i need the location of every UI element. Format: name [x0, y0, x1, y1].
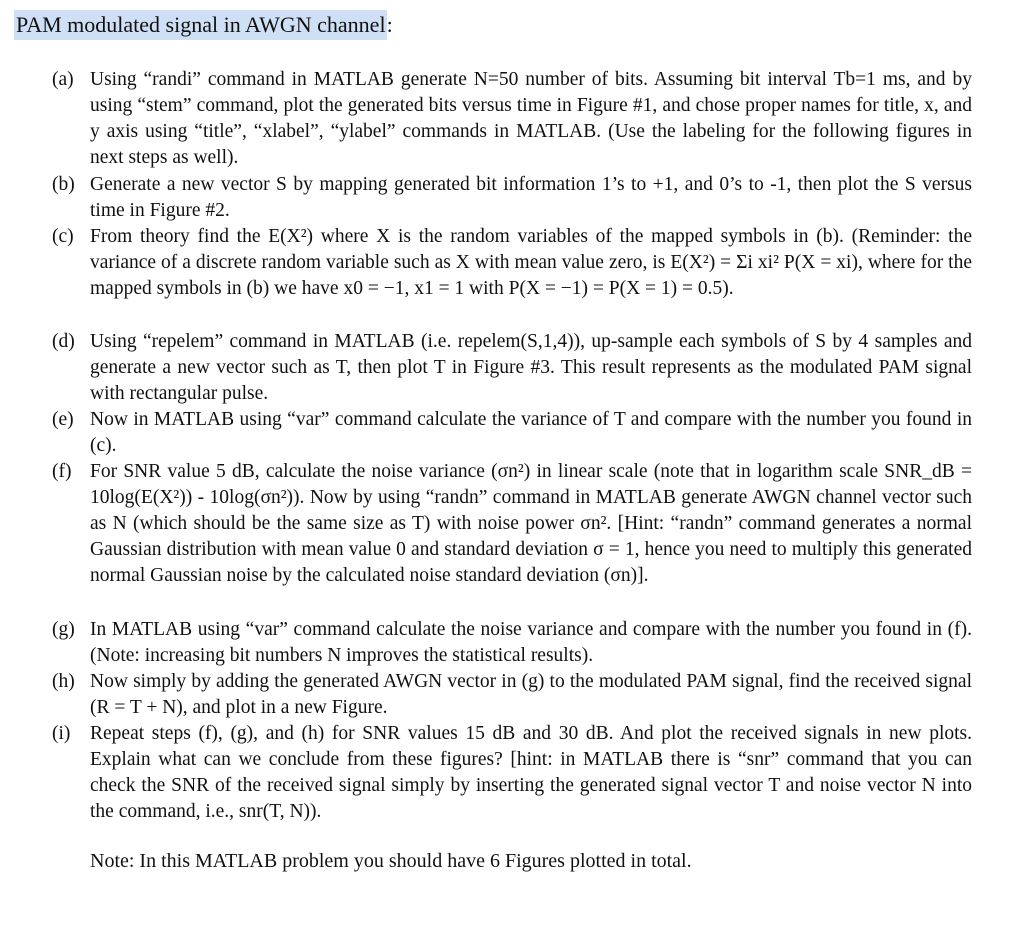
item-label: (d) — [52, 331, 75, 352]
item-text: From theory find the E(X²) where X is the random variables of the mapped symbols in (b). (Reminder: the variance of a discrete random variable such as X with mean value zero, is E(X²) = Σi xi² P(X = xi), where for the mapped symbols in (b) we have x0 = −1, x1 = 1 with P(X = −1) = P(X = 1) = 0.5). — [90, 226, 972, 299]
item-text: Repeat steps (f), (g), and (h) for SNR values 15 dB and 30 dB. And plot the received signals in new plots. Explain what can we conclude from these figures? [hint: in MATLAB there is “snr” command that you can check the SNR of the received signal simply by inserting the generated signal vector T and noise vector N into the command, i.e., snr(T, N)). — [90, 723, 972, 822]
item-label: (f) — [52, 461, 72, 482]
item-label: (c) — [52, 226, 74, 247]
list-item-e — [52, 407, 972, 459]
list-item-b — [52, 172, 972, 224]
item-label: (e) — [52, 409, 74, 430]
item-label: (h) — [52, 671, 75, 692]
item-text: Generate a new vector S by mapping generated bit information 1’s to +1, and 0’s to -1, then plot the S versus time in Figure #2. — [90, 174, 972, 221]
item-text: Using “repelem” command in MATLAB (i.e. repelem(S,1,4)), up-sample each symbols of S by 4 samples and generate a new vector such as T, then plot T in Figure #3. This result represents as the modulated PAM signal with rectangular pulse. — [90, 331, 972, 404]
list-item-h — [52, 669, 972, 721]
item-text: Now simply by adding the generated AWGN vector in (g) to the modulated PAM signal, find the received signal (R = T + N), and plot in a new Figure. — [90, 671, 972, 718]
item-label: (b) — [52, 174, 75, 195]
list-item-f — [52, 459, 972, 589]
item-text: Now in MATLAB using “var” command calculate the variance of T and compare with the number you found in (c). — [90, 409, 972, 456]
item-text: For SNR value 5 dB, calculate the noise variance (σn²) in linear scale (note that in logarithm scale SNR_dB = 10log(E(X²)) - 10log(σn²)). Now by using “randn” command in MATLAB generate AWGN channel vector such as N (which should be the same size as T) with noise power σn². [Hint: “randn” command generates a normal Gaussian distribution with mean value 0 and standard deviation σ = 1, hence you need to multiply this generated normal Gaussian noise by the calculated noise standard deviation (σn)]. — [90, 461, 972, 586]
note-text: Note: In this MATLAB problem you should have 6 Figures plotted in total. — [90, 850, 692, 872]
item-label: (i) — [52, 723, 71, 744]
item-text: In MATLAB using “var” command calculate the noise variance and compare with the number you found in (f). (Note: increasing bit numbers N improves the statistical results). — [90, 619, 972, 666]
title-colon: : — [386, 12, 393, 37]
item-text: Using “randi” command in MATLAB generate N=50 number of bits. Assuming bit interval Tb=1 ms, and by using “stem” command, plot the generated bits versus time in Figure #1, and chose proper names for title, x, and y axis using “title”, “xlabel”, “ylabel” commands in MATLAB. (Use the labeling for the following figures in next steps as well). — [90, 69, 972, 168]
item-label: (g) — [52, 619, 75, 640]
page-title-row — [14, 10, 393, 40]
list-item-d — [52, 329, 972, 407]
page-title: PAM modulated signal in AWGN channel — [14, 10, 387, 40]
list-item-a — [52, 67, 972, 171]
item-label: (a) — [52, 69, 74, 90]
list-item-g — [52, 617, 972, 669]
list-item-i — [52, 721, 972, 825]
list-item-c — [52, 224, 972, 302]
